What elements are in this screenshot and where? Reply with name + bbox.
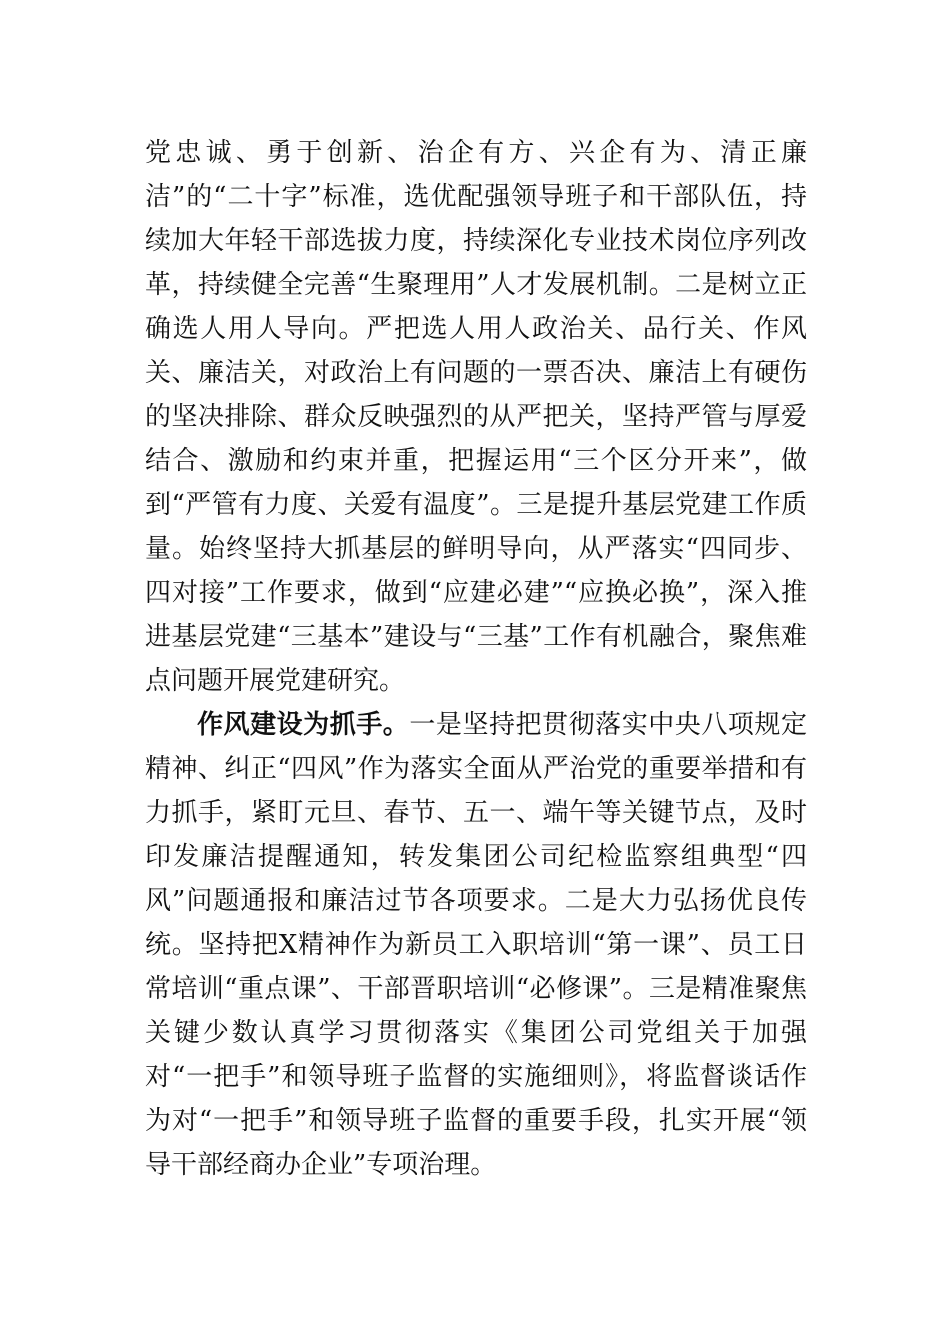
paragraph-style-building [145,703,807,1187]
document-page [145,131,807,1187]
paragraph-1-text: 党忠诚、勇于创新、治企有方、兴企有为、清正廉洁”的“二十字”标准，选优配强领导班子和干部队伍，持续加大年轻干部选拔力度，持续深化专业技术岗位序列改革，持续健全完善“生聚理用”人才发展机制。二是树立正确选人用人导向。严把选人用人政治关、品行关、作风关、廉洁关，对政治上有问题的一票否决、廉洁上有硬伤的坚决排除、群众反映强烈的从严把关，坚持严管与厚爱结合、激励和约束并重，把握运用“三个区分开来”，做到“严管有力度、关爱有温度”。三是提升基层党建工作质量。始终坚持大抓基层的鲜明导向，从严落实“四同步、四对接”工作要求，做到“应建必建”“应换必换”，深入推进基层党建“三基本”建设与“三基”工作有机融合，聚焦难点问题开展党建研究。 [145,138,807,696]
paragraph-2-text: 一是坚持把贯彻落实中央八项规定精神、纠正“四风”作为落实全面从严治党的重要举措和有力抓手，紧盯元旦、春节、五一、端午等关键节点，及时印发廉洁提醒通知，转发集团公司纪检监察组典型“四风”问题通报和廉洁过节各项要求。二是大力弘扬优良传统。坚持把X精神作为新员工入职培训“第一课”、员工日常培训“重点课”、干部晋职培训“必修课”。三是精准聚焦关键少数认真学习贯彻落实《集团公司党组关于加强对“一把手”和领导班子监督的实施细则》，将监督谈话作为对“一把手”和领导班子监督的重要手段，扎实开展“领导干部经商办企业”专项治理。 [145,710,807,1180]
paragraph-continued [145,131,807,703]
paragraph-2-heading: 作风建设为抓手。 [197,710,410,740]
